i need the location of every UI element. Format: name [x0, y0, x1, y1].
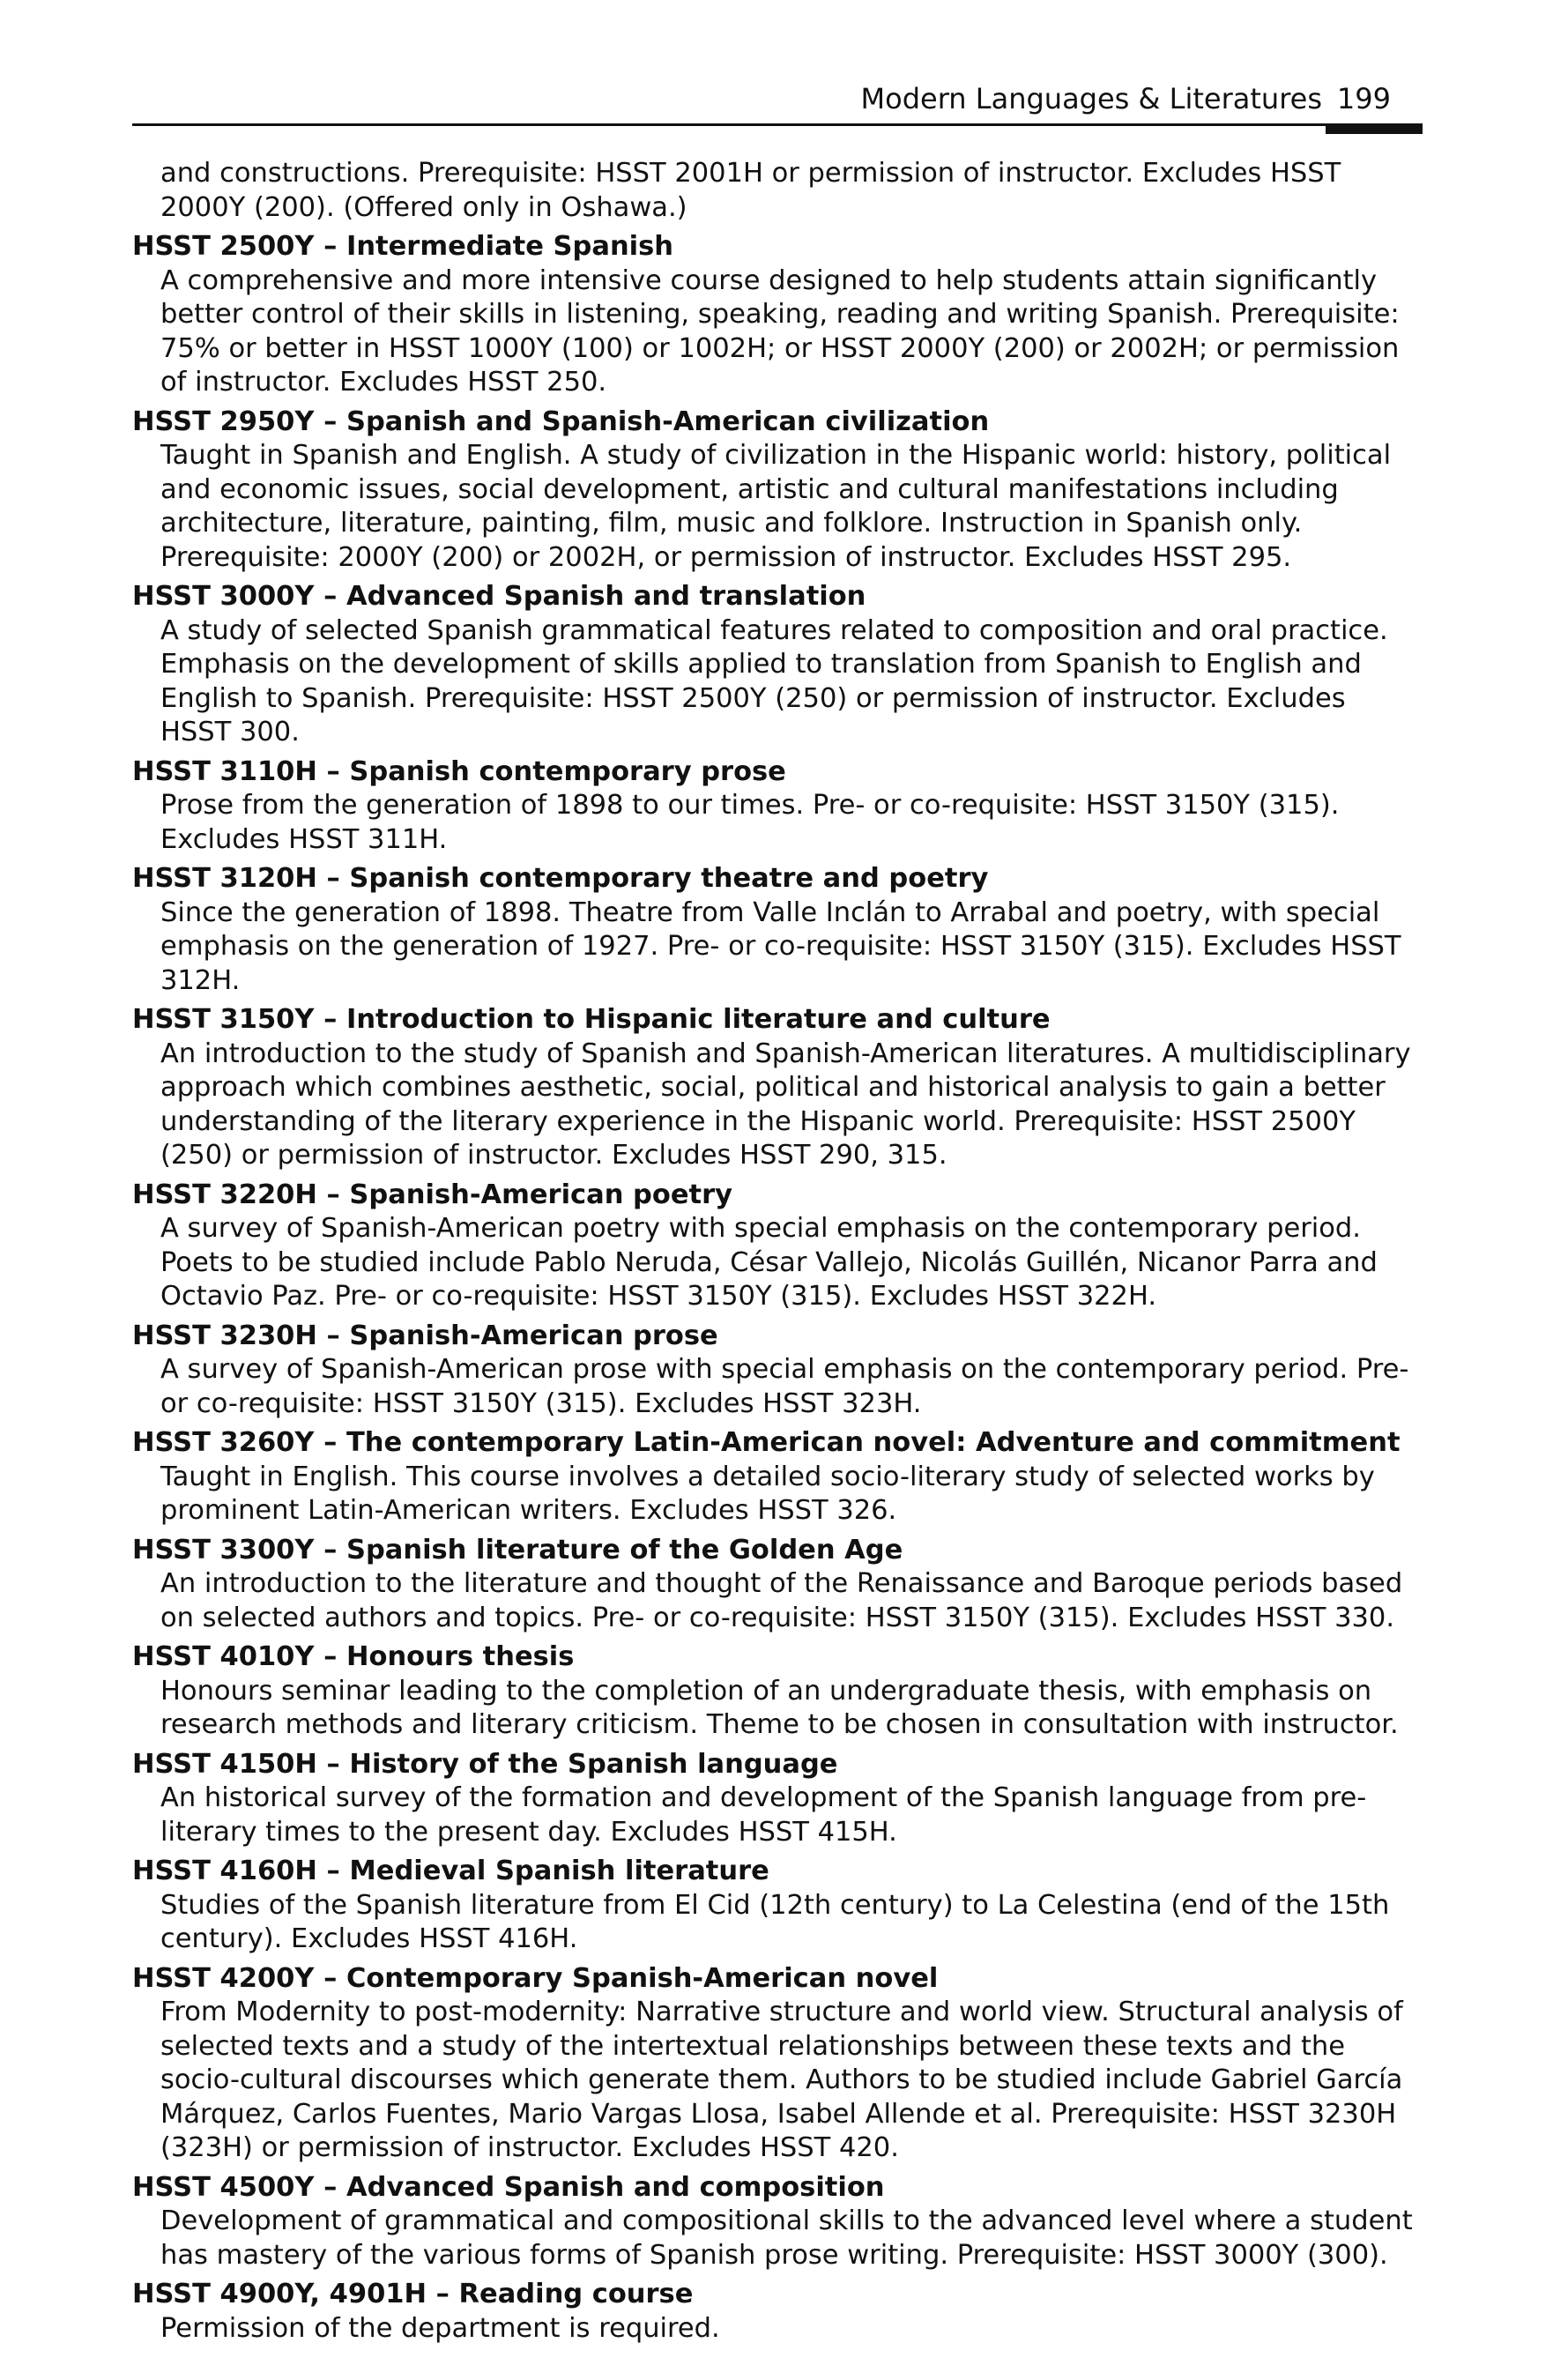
course-title: HSST 4900Y, 4901H – Reading course: [132, 2279, 694, 2309]
course-title: HSST 2950Y – Spanish and Spanish-American civilization: [132, 405, 990, 437]
course-description: Development of grammatical and compositional skills to the advanced level where a student has mastery of the various forms of Spanish prose writing. Prerequisite: HSST 3000Y (300).: [160, 2205, 1413, 2271]
course-entry: [132, 1179, 1421, 1314]
course-entry: [132, 2171, 1421, 2273]
course-title: HSST 4150H – History of the Spanish language: [132, 1748, 838, 1780]
course-title: HSST 3220H – Spanish-American poetry: [132, 1179, 733, 1210]
course-entry: [132, 862, 1421, 998]
course-entry: [132, 1748, 1421, 1850]
course-title: HSST 4160H – Medieval Spanish literature: [132, 1856, 769, 1886]
course-entry: [132, 405, 1421, 576]
course-title: HSST 4010Y – Honours thesis: [132, 1641, 575, 1672]
course-entry: [132, 230, 1421, 400]
course-entry: [132, 1426, 1421, 1528]
course-description: Studies of the Spanish literature from El Cid (12th century) to La Celestina (end of the 15th century). Excludes HSST 416H.: [160, 1889, 1390, 1954]
course-entry: [132, 755, 1421, 858]
course-entry: [132, 580, 1421, 750]
course-description: An introduction to the literature and thought of the Renaissance and Baroque periods based on selected authors and topics. Pre- or co-requisite: HSST 3150Y (315). Excludes HSST 330.: [160, 1568, 1403, 1633]
course-entry: [132, 1320, 1421, 1422]
page-number: 199: [1336, 82, 1391, 115]
course-description: Since the generation of 1898. Theatre from Valle Inclán to Arrabal and poetry, with special emphasis on the generation of 1927. Pre- or co-requisite: HSST 3150Y (315). Excludes HSST 312H.: [160, 896, 1401, 996]
course-description: Taught in Spanish and English. A study of civilization in the Hispanic world: history, political and economic issues, social development, artistic and cultural manifestations including architecture, literature, painting, film, music and folklore. Instruction in Spanish only. Prerequisite: 2000Y (200) or 2002H, or permission of instructor. Excludes HSST 295.: [160, 440, 1392, 573]
header-tab-bar: [1326, 123, 1423, 134]
continued-description: and constructions. Prerequisite: HSST 2001H or permission of instructor. Excludes HSST 2000Y (200). (Offered only in Oshawa.): [160, 158, 1341, 223]
course-listing: [132, 157, 1421, 2351]
course-entry: [132, 1855, 1421, 1957]
course-entry: [132, 1640, 1421, 1743]
course-title: HSST 3110H – Spanish contemporary prose: [132, 755, 786, 787]
course-description: Taught in English. This course involves a detailed socio-literary study of selected works by prominent Latin-American writers. Excludes HSST 326.: [160, 1461, 1375, 1526]
course-description: A survey of Spanish-American poetry with special emphasis on the contemporary period. Poets to be studied include Pablo Neruda, César Vallejo, Nicolás Guillén, Nicanor Parra and Octavio Paz. Pre- or co-requisite: HSST 3150Y (315). Excludes HSST 322H.: [160, 1213, 1378, 1312]
course-description: Honours seminar leading to the completion of an undergraduate thesis, with emphasis on research methods and literary criticism. Theme to be chosen in consultation with instructor.: [160, 1675, 1399, 1740]
course-title: HSST 3150Y – Introduction to Hispanic literature and culture: [132, 1004, 1051, 1035]
course-title: HSST 3230H – Spanish-American prose: [132, 1320, 718, 1351]
course-description: A comprehensive and more intensive course designed to help students attain significantly better control of their skills in listening, speaking, reading and writing Spanish. Prerequisite: 75% or better in HSST 1000Y (100) or 1002H; or HSST 2000Y (200) or 2002H; or permission of instructor. Excludes HSST 250.: [160, 264, 1400, 398]
course-title: HSST 4500Y – Advanced Spanish and composition: [132, 2171, 885, 2203]
course-title: HSST 3300Y – Spanish literature of the Golden Age: [132, 1534, 903, 1566]
header-section-title: Modern Languages & Literatures: [860, 82, 1322, 115]
course-entry: [132, 1534, 1421, 1636]
course-title: HSST 2500Y – Intermediate Spanish: [132, 231, 673, 262]
course-description: From Modernity to post-modernity: Narrative structure and world view. Structural analysis of selected texts and a study of the intertextual relationships between these texts and the socio-cultural discourses which generate them. Authors to be studied include Gabriel García Márquez, Carlos Fuentes, Mario Vargas Llosa, Isabel Allende et al. Prerequisite: HSST 3230H (323H) or permission of instructor. Excludes HSST 420.: [160, 1997, 1403, 2163]
course-description: A survey of Spanish-American prose with special emphasis on the contemporary period. Pre- or co-requisite: HSST 3150Y (315). Excludes HSST 323H.: [160, 1354, 1409, 1419]
course-description: Permission of the department is required.: [160, 2312, 720, 2344]
course-description: Prose from the generation of 1898 to our times. Pre- or co-requisite: HSST 3150Y (315). Excludes HSST 311H.: [160, 790, 1340, 855]
course-entry: [132, 1003, 1421, 1173]
course-description: An introduction to the study of Spanish and Spanish-American literatures. A multidisciplinary approach which combines aesthetic, social, political and historical analysis to gain a better understanding of the literary experience in the Hispanic world. Prerequisite: HSST 2500Y (250) or permission of instructor. Excludes HSST 290, 315.: [160, 1038, 1411, 1171]
course-title: HSST 4200Y – Contemporary Spanish-American novel: [132, 1962, 939, 1994]
course-description: A study of selected Spanish grammatical features related to composition and oral practice. Emphasis on the development of skills applied to translation from Spanish to English and English to Spanish. Prerequisite: HSST 2500Y (250) or permission of instructor. Excludes HSST 300.: [160, 614, 1388, 747]
course-title: HSST 3000Y – Advanced Spanish and translation: [132, 581, 866, 612]
course-entry: [132, 1962, 1421, 2166]
course-list: [132, 230, 1421, 2346]
course-title: HSST 3120H – Spanish contemporary theatre and poetry: [132, 863, 989, 894]
course-entry: [132, 2278, 1421, 2346]
course-description: An historical survey of the formation and development of the Spanish language from pre-literary times to the present day. Excludes HSST 415H.: [160, 1782, 1367, 1848]
course-title: HSST 3260Y – The contemporary Latin-American novel: Adventure and commitment: [132, 1427, 1401, 1458]
page-header: [132, 81, 1421, 126]
